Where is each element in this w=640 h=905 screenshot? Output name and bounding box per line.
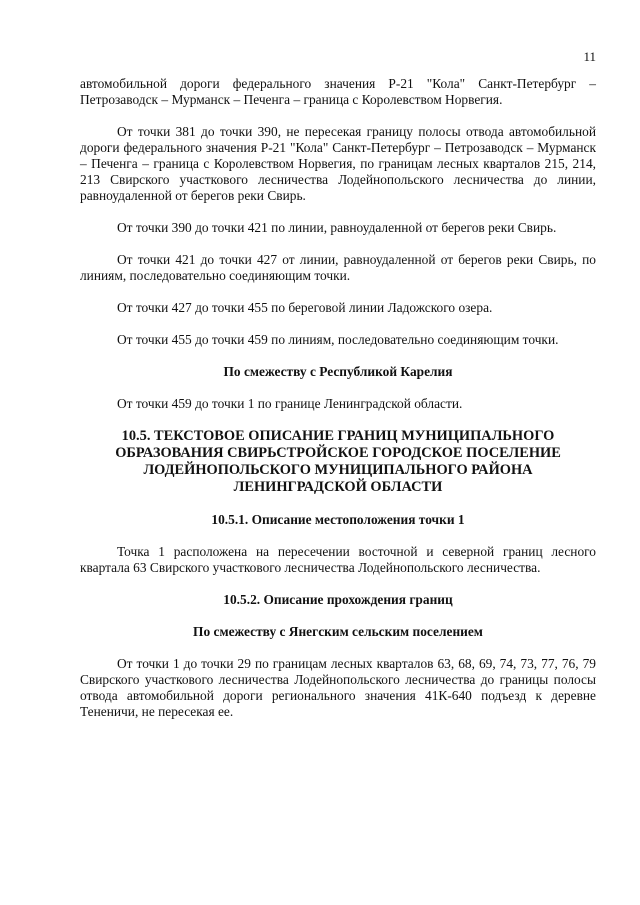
page-number: 11	[583, 49, 596, 64]
section-title: 10.5. ТЕКСТОВОЕ ОПИСАНИЕ ГРАНИЦ МУНИЦИПАЛЬНОГО ОБРАЗОВАНИЯ СВИРЬСТРОЙСКОЕ ГОРОДСКОЕ ПОСЕЛЕНИЕ ЛОДЕЙНОПОЛЬСКОГО МУНИЦИПАЛЬНОГО РАЙОНА ЛЕНИНГРАДСКОЙ ОБЛАСТИ	[115, 428, 561, 495]
heading-yanega: По смежеству с Янегским сельским поселением	[193, 624, 483, 639]
heading-karelia: По смежеству с Республикой Карелия	[223, 364, 453, 379]
paragraph-459-1: От точки 459 до точки 1 по границе Ленинградской области.	[117, 396, 463, 411]
paragraph-421-427: От точки 421 до точки 427 от линии, равноудаленной от берегов реки Свирь, по линиям, последовательно соединяющим точки.	[80, 252, 596, 283]
paragraph-point1: Точка 1 расположена на пересечении восточной и северной границ лесного квартала 63 Свирского участкового лесничества Лодейнопольского лесничества.	[80, 544, 596, 575]
paragraph-381-390: От точки 381 до точки 390, не пересекая границу полосы отвода автомобильной дороги федерального значения Р-21 "Кола" Санкт-Петербург – Петрозаводск – Мурманск – Печенга – граница с Королевством Норвегия, по границам лесных кварталов 215, 214, 213 Свирского участкового лесничества Лодейнопольского лесничества до линии, равноудаленной от берегов реки Свирь.	[80, 124, 596, 203]
document-body	[80, 76, 596, 720]
paragraph-continuation: автомобильной дороги федерального значения Р-21 "Кола" Санкт-Петербург – Петрозаводск – Мурманск – Печенга – граница с Королевством Норвегия.	[80, 76, 596, 107]
subsection-boundaries-heading: 10.5.2. Описание прохождения границ	[223, 592, 453, 607]
paragraph-427-455: От точки 427 до точки 455 по береговой линии Ладожского озера.	[117, 300, 493, 315]
paragraph-1-29: От точки 1 до точки 29 по границам лесных кварталов 63, 68, 69, 74, 73, 77, 76, 79 Свирского участкового лесничества Лодейнопольского лесничества до границы полосы отвода автомобильной дороги регионального значения 41К-640 подъезд к деревне Тененичи, не пересекая ее.	[80, 656, 596, 719]
paragraph-455-459: От точки 455 до точки 459 по линиям, последовательно соединяющим точки.	[117, 332, 559, 347]
subsection-point1-heading: 10.5.1. Описание местоположения точки 1	[211, 512, 465, 527]
paragraph-390-421: От точки 390 до точки 421 по линии, равноудаленной от берегов реки Свирь.	[117, 220, 557, 235]
